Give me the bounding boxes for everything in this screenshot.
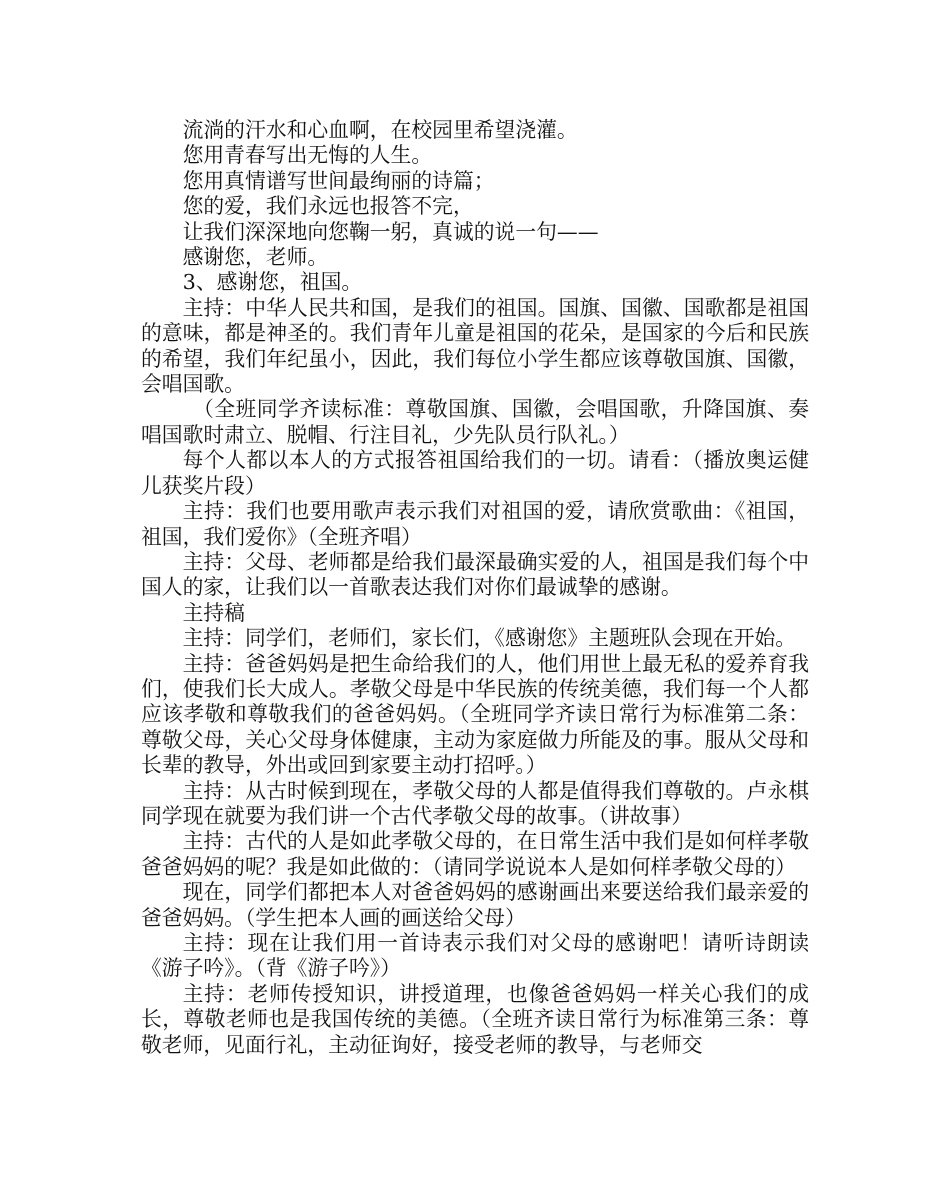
paragraph: 主持：中华人民共和国，是我们的祖国。国旗、国徽、国歌都是祖国的意味，都是神圣的。我们青年儿童是祖国的花朵，是国家的今后和民族的希望，我们年纪虽小，因此，我们每位小学生都应该尊敬国旗、国徽，会唱国歌。 (141, 295, 809, 397)
paragraph: 主持：同学们，老师们，家长们，《感谢您》主题班队会现在开始。 (182, 626, 797, 651)
poem-line: 感谢您，老师。 (182, 245, 329, 270)
paragraph: 主持：我们也要用歌声表示我们对祖国的爱，请欣赏歌曲：《祖国，祖国，我们爱你》（全班齐唱） (141, 499, 809, 549)
poem-line: 您用青春写出无悔的人生。 (182, 143, 433, 168)
document-body (141, 118, 809, 1058)
paragraph: 主持：现在让我们用一首诗表示我们对父母的感谢吧！请听诗朗读《游子吟》。（背《游子吟》） (141, 931, 809, 981)
paragraph: 主持：老师传授知识，讲授道理，也像爸爸妈妈一样关心我们的成长，尊敬老师也是我国传统的美德。（全班齐读日常行为标准第三条：尊敬老师，见面行礼，主动征询好，接受老师的教导，与老师交 (141, 981, 809, 1057)
paragraph: 每个人都以本人的方式报答祖国给我们的一切。请看：（播放奥运健儿获奖片段） (141, 448, 809, 498)
section-heading: 3、感谢您，祖国。 (182, 270, 363, 295)
section-heading: 主持稿 (182, 600, 245, 625)
poem-line: 让我们深深地向您鞠一躬，真诚的说一句—— (182, 219, 599, 244)
paragraph: 主持：古代的人是如此孝敬父母的，在日常生活中我们是如何样孝敬爸爸妈妈的呢？我是如此做的：（请同学说说本人是如何样孝敬父母的） (141, 829, 809, 879)
paragraph: 现在，同学们都把本人对爸爸妈妈的感谢画出来要送给我们最亲爱的爸爸妈妈。（学生把本人画的画送给父母） (141, 880, 809, 930)
poem-line: 流淌的汗水和心血啊，在校园里希望浇灌。 (182, 118, 578, 142)
poem-line: 您的爱，我们永远也报答不完， (182, 194, 474, 219)
paragraph: （全班同学齐读标准：尊敬国旗、国徽，会唱国歌，升降国旗、奏唱国歌时肃立、脱帽、行注目礼，少先队员行队礼。） (141, 397, 809, 447)
poem-line: 您用真情谱写世间最绚丽的诗篇； (182, 168, 495, 193)
paragraph: 主持：爸爸妈妈是把生命给我们的人，他们用世上最无私的爱养育我们，使我们长大成人。孝敬父母是中华民族的传统美德，我们每一个人都应该孝敬和尊敬我们的爸爸妈妈。（全班同学齐读日常行为标准第二条：尊敬父母，关心父母身体健康，主动为家庭做力所能及的事。服从父母和长辈的教导，外出或回到家要主动打招呼。） (141, 651, 809, 778)
paragraph: 主持：从古时候到现在，孝敬父母的人都是值得我们尊敬的。卢永棋同学现在就要为我们讲一个古代孝敬父母的故事。（讲故事） (141, 778, 809, 828)
paragraph: 主持：父母、老师都是给我们最深最确实爱的人，祖国是我们每个中国人的家，让我们以一首歌表达我们对你们最诚挚的感谢。 (141, 549, 809, 600)
